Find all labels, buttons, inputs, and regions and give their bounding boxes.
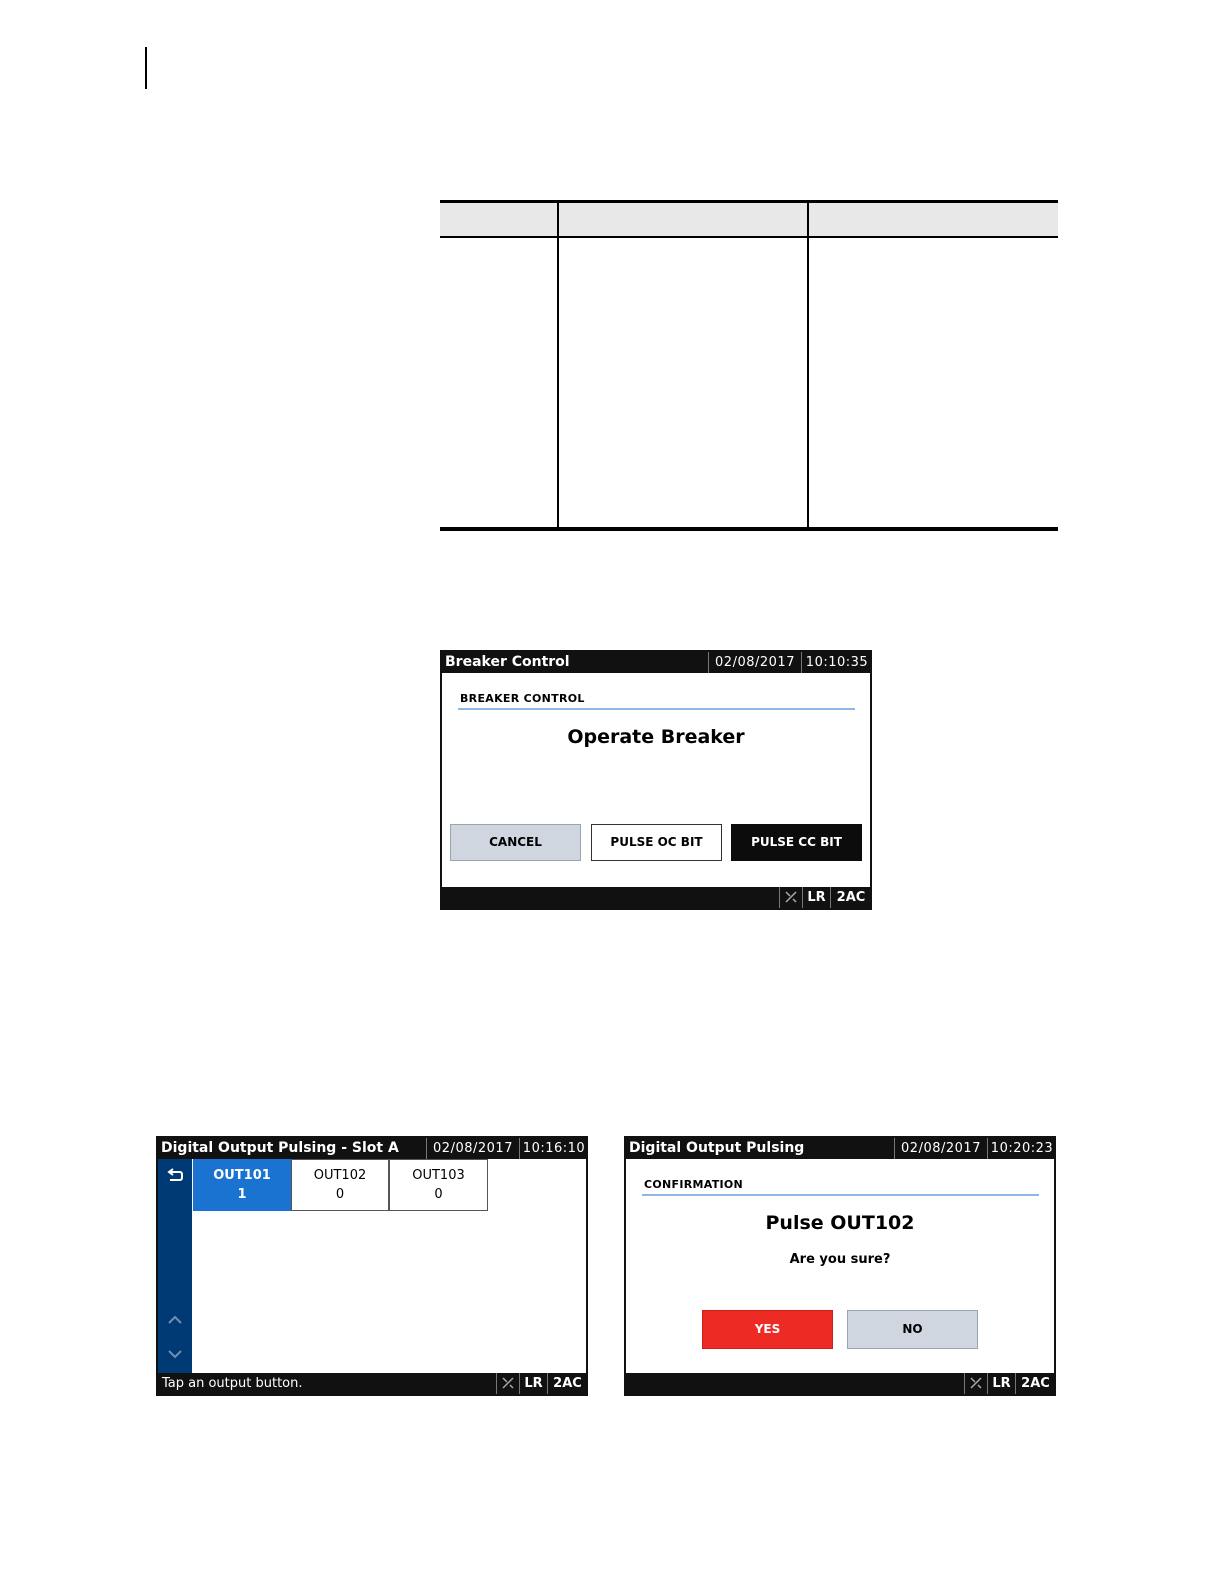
date-display: 02/08/2017 [708, 652, 801, 673]
confirmation-screen [624, 1136, 1056, 1396]
sidebar [158, 1159, 192, 1373]
chevron-down-icon[interactable] [166, 1345, 184, 1363]
screen-title: Breaker Control [445, 654, 570, 670]
back-arrow-icon[interactable] [166, 1167, 184, 1185]
screen-title: Digital Output Pulsing - Slot A [161, 1140, 399, 1156]
lr-indicator: LR [519, 1373, 547, 1394]
table-column-divider [557, 203, 559, 528]
confirmation-question: Are you sure? [789, 1252, 891, 1267]
title-bar [158, 1138, 586, 1159]
time-display: 10:16:10 [519, 1138, 588, 1159]
chevron-up-icon[interactable] [166, 1311, 184, 1329]
tool-cell[interactable] [964, 1373, 987, 1394]
date-display: 02/08/2017 [426, 1138, 519, 1159]
section-rule [458, 708, 855, 710]
screen-title: Digital Output Pulsing [629, 1140, 805, 1156]
section-rule [642, 1194, 1039, 1196]
lr-indicator: LR [802, 887, 830, 908]
margin-change-bar [145, 47, 147, 89]
time-display: 10:20:23 [987, 1138, 1056, 1159]
output-name: OUT102 [313, 1168, 367, 1183]
mode-indicator: 2AC [547, 1373, 587, 1394]
time-display: 10:10:35 [801, 652, 872, 673]
output-value: 0 [434, 1187, 443, 1202]
table-header-rule [440, 236, 1058, 238]
status-bar [626, 1373, 1054, 1394]
title-bar [442, 652, 870, 673]
pulse-cc-bit-button[interactable]: PULSE CC BIT [731, 824, 862, 861]
table-header-row [440, 203, 1058, 236]
mode-indicator: 2AC [1015, 1373, 1055, 1394]
yes-button[interactable]: YES [702, 1310, 833, 1349]
output-button-out102[interactable] [291, 1159, 389, 1211]
date-display: 02/08/2017 [894, 1138, 987, 1159]
breaker-control-screen [440, 650, 872, 910]
tool-icon [784, 890, 798, 904]
empty-table [440, 200, 1058, 332]
digital-output-pulsing-screen [156, 1136, 588, 1396]
output-button-out103[interactable] [389, 1159, 488, 1211]
title-bar [626, 1138, 1054, 1159]
tool-cell[interactable] [496, 1373, 519, 1394]
status-bar [442, 887, 870, 908]
no-button[interactable]: NO [847, 1310, 978, 1349]
page-heading: Operate Breaker [567, 726, 745, 748]
pulse-oc-bit-button[interactable]: PULSE OC BIT [591, 824, 722, 861]
status-bar [158, 1373, 586, 1394]
output-button-out101[interactable] [193, 1159, 291, 1211]
section-label: CONFIRMATION [644, 1178, 744, 1191]
mode-indicator: 2AC [830, 887, 871, 908]
tool-icon [969, 1376, 983, 1390]
table-column-divider [807, 203, 809, 528]
cancel-button[interactable]: CANCEL [450, 824, 581, 861]
tool-cell[interactable] [779, 887, 802, 908]
tool-icon [501, 1376, 515, 1390]
page-heading: Pulse OUT102 [765, 1212, 915, 1234]
table-bottom-rule [440, 527, 1058, 531]
output-value: 1 [237, 1187, 247, 1202]
section-label: BREAKER CONTROL [460, 692, 585, 705]
output-name: OUT101 [213, 1168, 271, 1183]
output-value: 0 [335, 1187, 345, 1202]
lr-indicator: LR [987, 1373, 1015, 1394]
output-name: OUT103 [412, 1168, 465, 1183]
status-message: Tap an output button. [162, 1376, 303, 1391]
